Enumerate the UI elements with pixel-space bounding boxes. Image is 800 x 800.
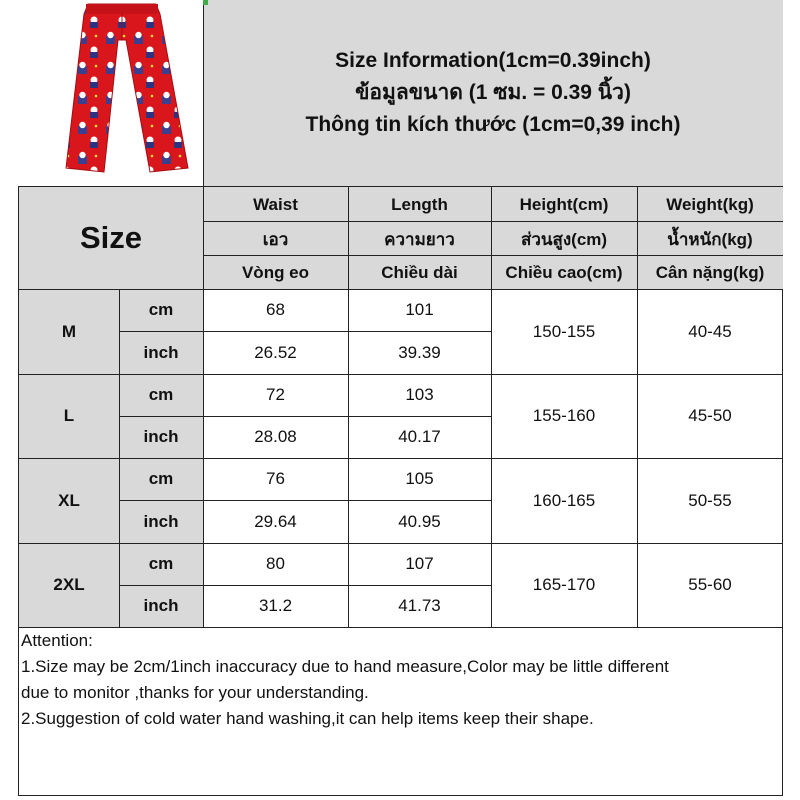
weight-header-vi: Cân nặng(kg) [655,262,765,282]
attention-notes [19,628,782,732]
grid-line [637,186,638,627]
grid-line [18,186,783,187]
weight-range-value: 40-45 [688,321,732,341]
unit-label-cm: cm [119,458,203,500]
grid-line [491,186,492,627]
length-inch-value: 41.73 [398,596,441,615]
pajama-pants-image [18,0,202,186]
weight-range-value: 55-60 [688,575,732,594]
title-line-english: Size Information(1cm=0.39inch) [335,49,651,72]
grid-line [203,221,783,222]
unit-label-cm: cm [119,374,203,416]
grid-line [348,186,349,627]
attention-note-2: 2.Suggestion of cold water hand washing,it can help items keep their shape. [21,709,594,728]
height-header-vi: Chiều cao(cm) [505,262,623,282]
unit-label-inch: inch [119,585,203,627]
size-label-2xl: 2XL [19,543,119,627]
length-inch-value: 40.17 [398,427,441,446]
attention-note-1: 1.Size may be 2cm/1inch inaccuracy due to hand measure,Color may be little different [21,657,669,676]
waist-cm-value: 72 [266,385,285,404]
height-range-value: 165-170 [532,575,596,594]
waist-inch-value: 26.52 [254,342,297,362]
height-range-value: 155-160 [532,406,596,425]
waist-inch-value: 28.08 [254,427,297,446]
size-label-l: L [19,374,119,458]
waist-cm-value: 68 [266,300,285,319]
grid-line [18,289,783,290]
grid-line [18,374,783,375]
height-range-value: 160-165 [532,490,596,510]
length-cm-value: 105 [405,469,434,488]
unit-label-inch: inch [119,500,203,543]
length-cm-value: 101 [405,300,434,319]
corner-mark [203,0,208,5]
grid-line [203,0,204,627]
waist-header-th: เอว [262,229,289,249]
height-header-th: ส่วนสูง(cm) [520,229,608,249]
length-inch-value: 39.39 [398,342,441,362]
unit-label-inch: inch [119,416,203,458]
size-info-title [203,0,783,186]
length-cm-value: 107 [405,554,434,573]
waist-header-vi: Vòng eo [241,262,310,282]
size-label-m: M [19,289,119,374]
grid-line [119,585,491,586]
unit-label-cm: cm [119,289,203,331]
attention-heading: Attention: [21,631,93,650]
length-header-th: ความยาว [384,229,455,249]
waist-cm-value: 80 [266,554,285,573]
length-header-en: Length [391,195,448,214]
grid-line [119,289,120,627]
product-image [18,0,202,186]
size-header-cell [19,187,203,289]
weight-range-value: 45-50 [688,406,732,425]
height-range-value: 150-155 [532,321,596,341]
title-line-vietnamese: Thông tin kích thước (1cm=0,39 inch) [305,113,681,136]
unit-label-inch: inch [119,331,203,374]
size-label-xl: XL [19,458,119,543]
grid-line [18,543,783,544]
weight-range-value: 50-55 [688,490,732,510]
size-header-label: Size [79,220,143,255]
waist-inch-value: 29.64 [254,511,297,531]
height-header-en: Height(cm) [519,195,609,214]
length-header-vi: Chiều dài [381,262,458,282]
unit-label-cm: cm [119,543,203,585]
grid-line [119,331,491,332]
waist-inch-value: 31.2 [258,596,293,615]
title-line-thai: ข้อมูลขนาด (1 ซม. = 0.39 นิ้ว) [355,81,631,104]
length-inch-value: 40.95 [398,511,441,531]
length-cm-value: 103 [405,385,434,404]
attention-note-1-cont: due to monitor ,thanks for your understanding. [21,683,369,702]
grid-line [203,255,783,256]
grid-line [119,500,491,501]
grid-line [119,416,491,417]
weight-header-en: Weight(kg) [666,195,754,214]
waist-cm-value: 76 [266,469,285,488]
waist-header-en: Waist [253,195,298,214]
weight-header-th: น้ำหนัก(kg) [667,229,753,249]
grid-line [18,458,783,459]
